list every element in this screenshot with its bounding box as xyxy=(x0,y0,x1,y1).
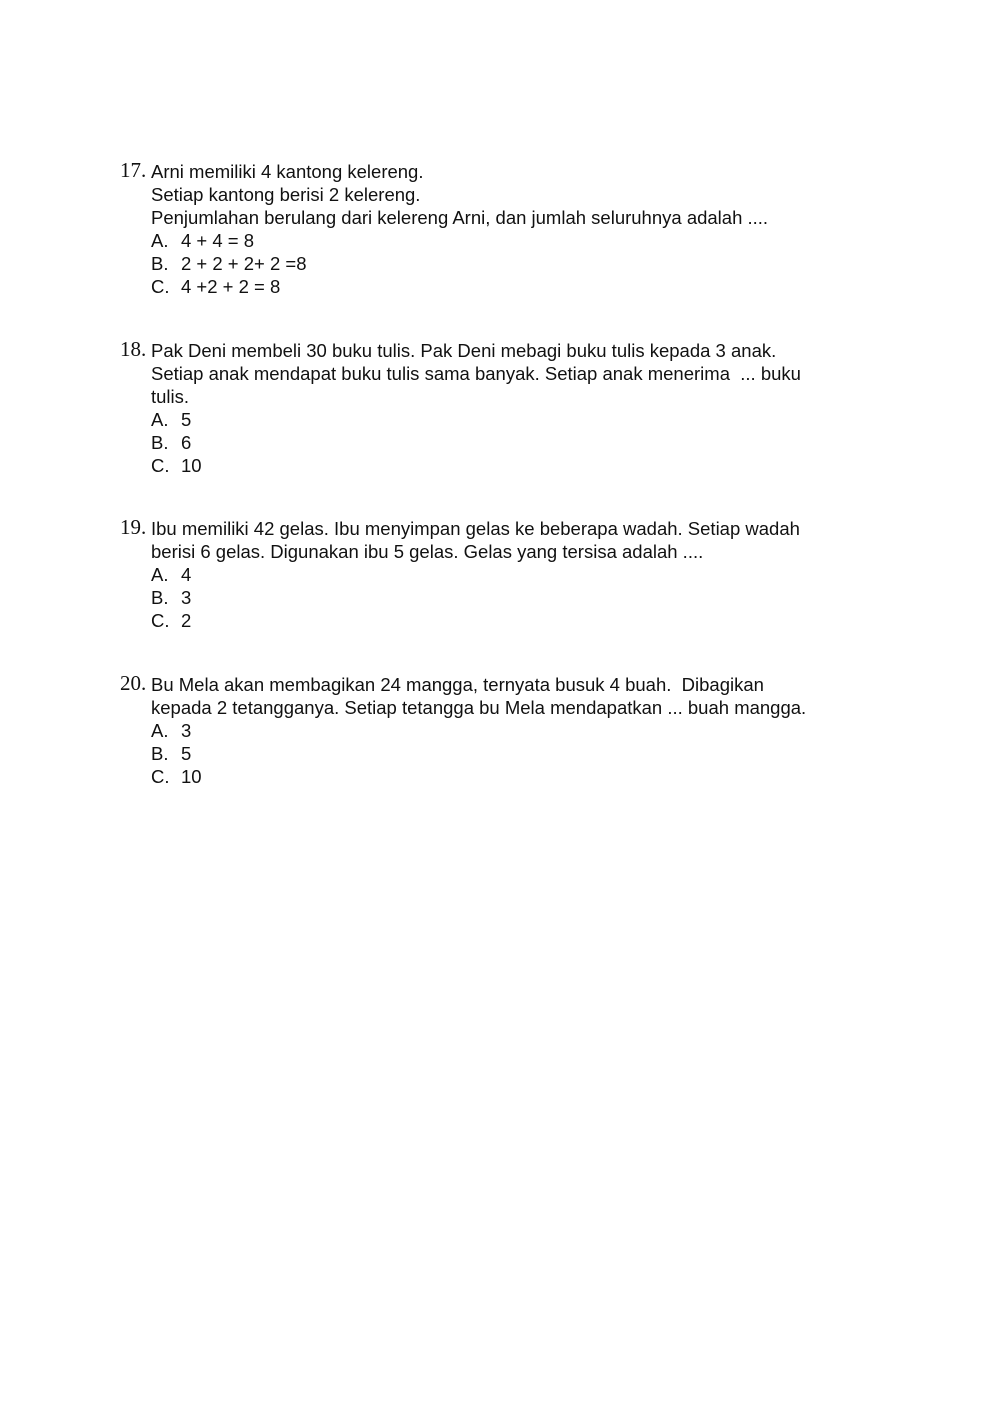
answer-options xyxy=(151,408,880,477)
question-text-line: Bu Mela akan membagikan 24 mangga, ternyata busuk 4 buah. Dibagikan xyxy=(151,674,764,695)
answer-options xyxy=(151,563,880,632)
option-letter: C. xyxy=(151,610,170,631)
answer-option-c[interactable] xyxy=(151,275,880,298)
question-text-line: Ibu memiliki 42 gelas. Ibu menyimpan gelas ke beberapa wadah. Setiap wadah xyxy=(151,518,800,539)
question-20 xyxy=(120,673,880,788)
answer-options xyxy=(151,229,880,298)
option-text: 4 xyxy=(181,564,192,585)
option-text: 3 xyxy=(181,720,192,741)
question-19 xyxy=(120,517,880,632)
answer-option-b[interactable] xyxy=(151,742,880,765)
answer-option-b[interactable] xyxy=(151,431,880,454)
answer-option-b[interactable] xyxy=(151,586,880,609)
answer-option-a[interactable] xyxy=(151,719,880,742)
option-letter: B. xyxy=(151,587,169,608)
question-text-line: tulis. xyxy=(151,386,190,407)
question-text-line: Arni memiliki 4 kantong kelereng. xyxy=(151,161,424,182)
option-letter: C. xyxy=(151,455,170,476)
option-text: 3 xyxy=(181,587,192,608)
question-text-line: kepada 2 tetangganya. Setiap tetangga bu Mela mendapatkan ... buah mangga. xyxy=(151,697,807,718)
question-text-line: Pak Deni membeli 30 buku tulis. Pak Deni mebagi buku tulis kepada 3 anak. xyxy=(151,340,777,361)
option-text: 2 + 2 + 2+ 2 =8 xyxy=(181,253,307,274)
option-text: 5 xyxy=(181,743,192,764)
question-number: 19. xyxy=(120,515,147,539)
option-text: 5 xyxy=(181,409,192,430)
option-letter: C. xyxy=(151,276,170,297)
question-body xyxy=(151,673,880,788)
question-number: 18. xyxy=(120,337,147,361)
question-18 xyxy=(120,339,880,477)
answer-option-a[interactable] xyxy=(151,563,880,586)
answer-option-a[interactable] xyxy=(151,229,880,252)
question-number: 17. xyxy=(120,158,147,182)
option-text: 4 +2 + 2 = 8 xyxy=(181,276,281,297)
question-text-line: Setiap anak mendapat buku tulis sama banyak. Setiap anak menerima ... buku xyxy=(151,363,801,384)
answer-option-c[interactable] xyxy=(151,454,880,477)
question-number: 20. xyxy=(120,671,147,695)
option-text: 10 xyxy=(181,766,202,787)
answer-option-c[interactable] xyxy=(151,765,880,788)
answer-option-b[interactable] xyxy=(151,252,880,275)
question-body xyxy=(151,517,880,632)
option-letter: A. xyxy=(151,564,169,585)
question-text-line: Setiap kantong berisi 2 kelereng. xyxy=(151,184,421,205)
question-body xyxy=(151,160,880,298)
answer-option-c[interactable] xyxy=(151,609,880,632)
option-letter: B. xyxy=(151,743,169,764)
option-text: 6 xyxy=(181,432,192,453)
option-text: 4 + 4 = 8 xyxy=(181,230,255,251)
option-letter: A. xyxy=(151,409,169,430)
option-letter: C. xyxy=(151,766,170,787)
option-letter: A. xyxy=(151,230,169,251)
option-letter: B. xyxy=(151,432,169,453)
option-letter: B. xyxy=(151,253,169,274)
answer-options xyxy=(151,719,880,788)
option-text: 2 xyxy=(181,610,192,631)
question-text-line: berisi 6 gelas. Digunakan ibu 5 gelas. Gelas yang tersisa adalah .... xyxy=(151,541,704,562)
question-body xyxy=(151,339,880,477)
question-17 xyxy=(120,160,880,298)
question-text-line: Penjumlahan berulang dari kelereng Arni, dan jumlah seluruhnya adalah .... xyxy=(151,207,769,228)
option-text: 10 xyxy=(181,455,202,476)
option-letter: A. xyxy=(151,720,169,741)
answer-option-a[interactable] xyxy=(151,408,880,431)
